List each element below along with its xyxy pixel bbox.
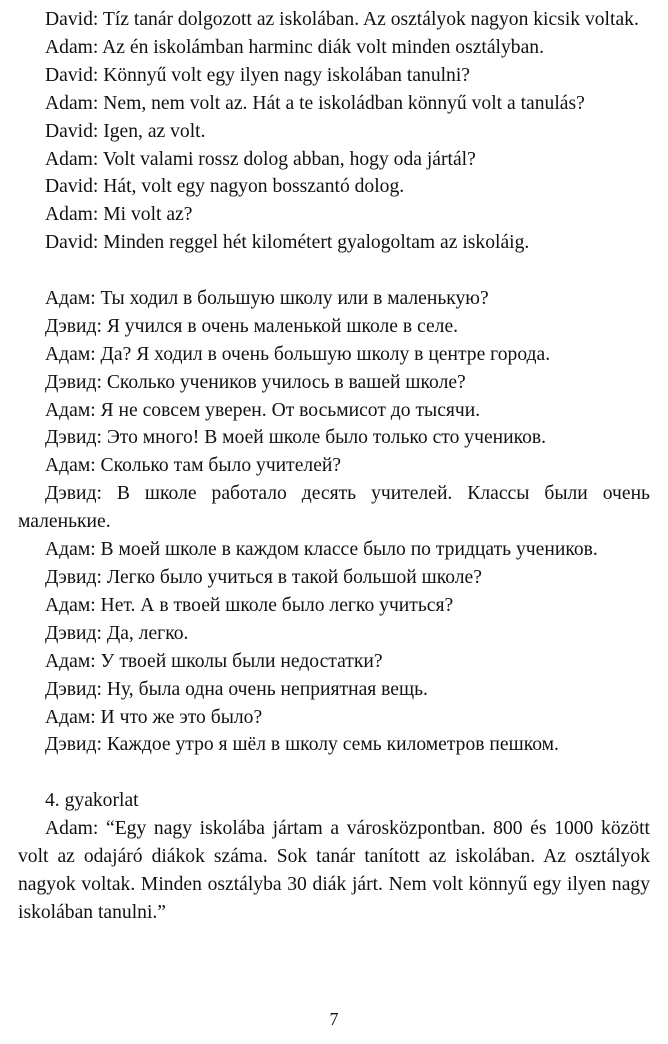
dialogue-line: Адам: У твоей школы были недостатки? bbox=[45, 650, 383, 672]
dialogue-line: Adam: Volt valami rossz dolog abban, hogy oda jártál? bbox=[45, 148, 476, 170]
dialogue-line: Adam: Az én iskolámban harminc diák volt minden osztályban. bbox=[45, 36, 544, 58]
exercise-section bbox=[18, 787, 650, 927]
exercise-text: Adam: “Egy nagy iskolába jártam a városközpontban. 800 és 1000 között volt az odajáró diákok száma. Sok tanár tanított az iskolában. Az osztályok nagyok voltak. Minden osztályba 30 diák járt. Nem volt könnyű egy ilyen nagy iskolában tanulni.” bbox=[18, 818, 650, 923]
hungarian-dialogue bbox=[18, 6, 650, 257]
exercise-heading: 4. gyakorlat bbox=[45, 790, 139, 812]
dialogue-line: Адам: Да? Я ходил в очень большую школу в центре города. bbox=[45, 343, 551, 365]
dialogue-line: Адам: Нет. А в твоей школе было легко учиться? bbox=[45, 594, 454, 616]
dialogue-line: Адам: Ты ходил в большую школу или в маленькую? bbox=[45, 287, 489, 309]
dialogue-line: David: Igen, az volt. bbox=[45, 120, 206, 142]
dialogue-line: Адам: В моей школе в каждом классе было по тридцать учеников. bbox=[45, 539, 598, 561]
dialogue-line: David: Minden reggel hét kilométert gyalogoltam az iskoláig. bbox=[45, 232, 530, 254]
dialogue-line: Дэвид: Я учился в очень маленькой школе в селе. bbox=[45, 315, 459, 337]
russian-dialogue bbox=[18, 285, 650, 759]
dialogue-line: David: Könnyű volt egy ilyen nagy iskolában tanulni? bbox=[45, 64, 470, 86]
page-number: 7 bbox=[329, 1009, 339, 1029]
dialogue-line: Адам: Я не совсем уверен. От восьмисот до тысячи. bbox=[45, 399, 481, 421]
dialogue-line: Дэвид: Каждое утро я шёл в школу семь километров пешком. bbox=[45, 734, 559, 756]
dialogue-line: Adam: Nem, nem volt az. Hát a te iskoládban könnyű volt a tanulás? bbox=[45, 92, 585, 114]
dialogue-line: Дэвид: В школе работало десять учителей. Классы были очень маленькие. bbox=[18, 483, 650, 533]
dialogue-line: Дэвид: Ну, была одна очень неприятная вещь. bbox=[45, 678, 428, 700]
page-body bbox=[18, 6, 650, 927]
dialogue-line: Дэвид: Сколько учеников училось в вашей школе? bbox=[45, 371, 466, 393]
dialogue-line: Adam: Mi volt az? bbox=[45, 204, 193, 226]
paragraph-gap bbox=[18, 759, 650, 787]
paragraph-gap bbox=[18, 257, 650, 285]
dialogue-line: Дэвид: Легко было учиться в такой большой школе? bbox=[45, 567, 482, 589]
dialogue-line: Дэвид: Это много! В моей школе было только сто учеников. bbox=[45, 427, 547, 449]
dialogue-line: Дэвид: Да, легко. bbox=[45, 622, 189, 644]
dialogue-line: David: Hát, volt egy nagyon bosszantó dolog. bbox=[45, 176, 405, 198]
dialogue-line: Адам: И что же это было? bbox=[45, 706, 263, 728]
dialogue-line: David: Tíz tanár dolgozott az iskolában. Az osztályok nagyon kicsik voltak. bbox=[45, 9, 639, 30]
dialogue-line: Адам: Сколько там было учителей? bbox=[45, 455, 342, 477]
